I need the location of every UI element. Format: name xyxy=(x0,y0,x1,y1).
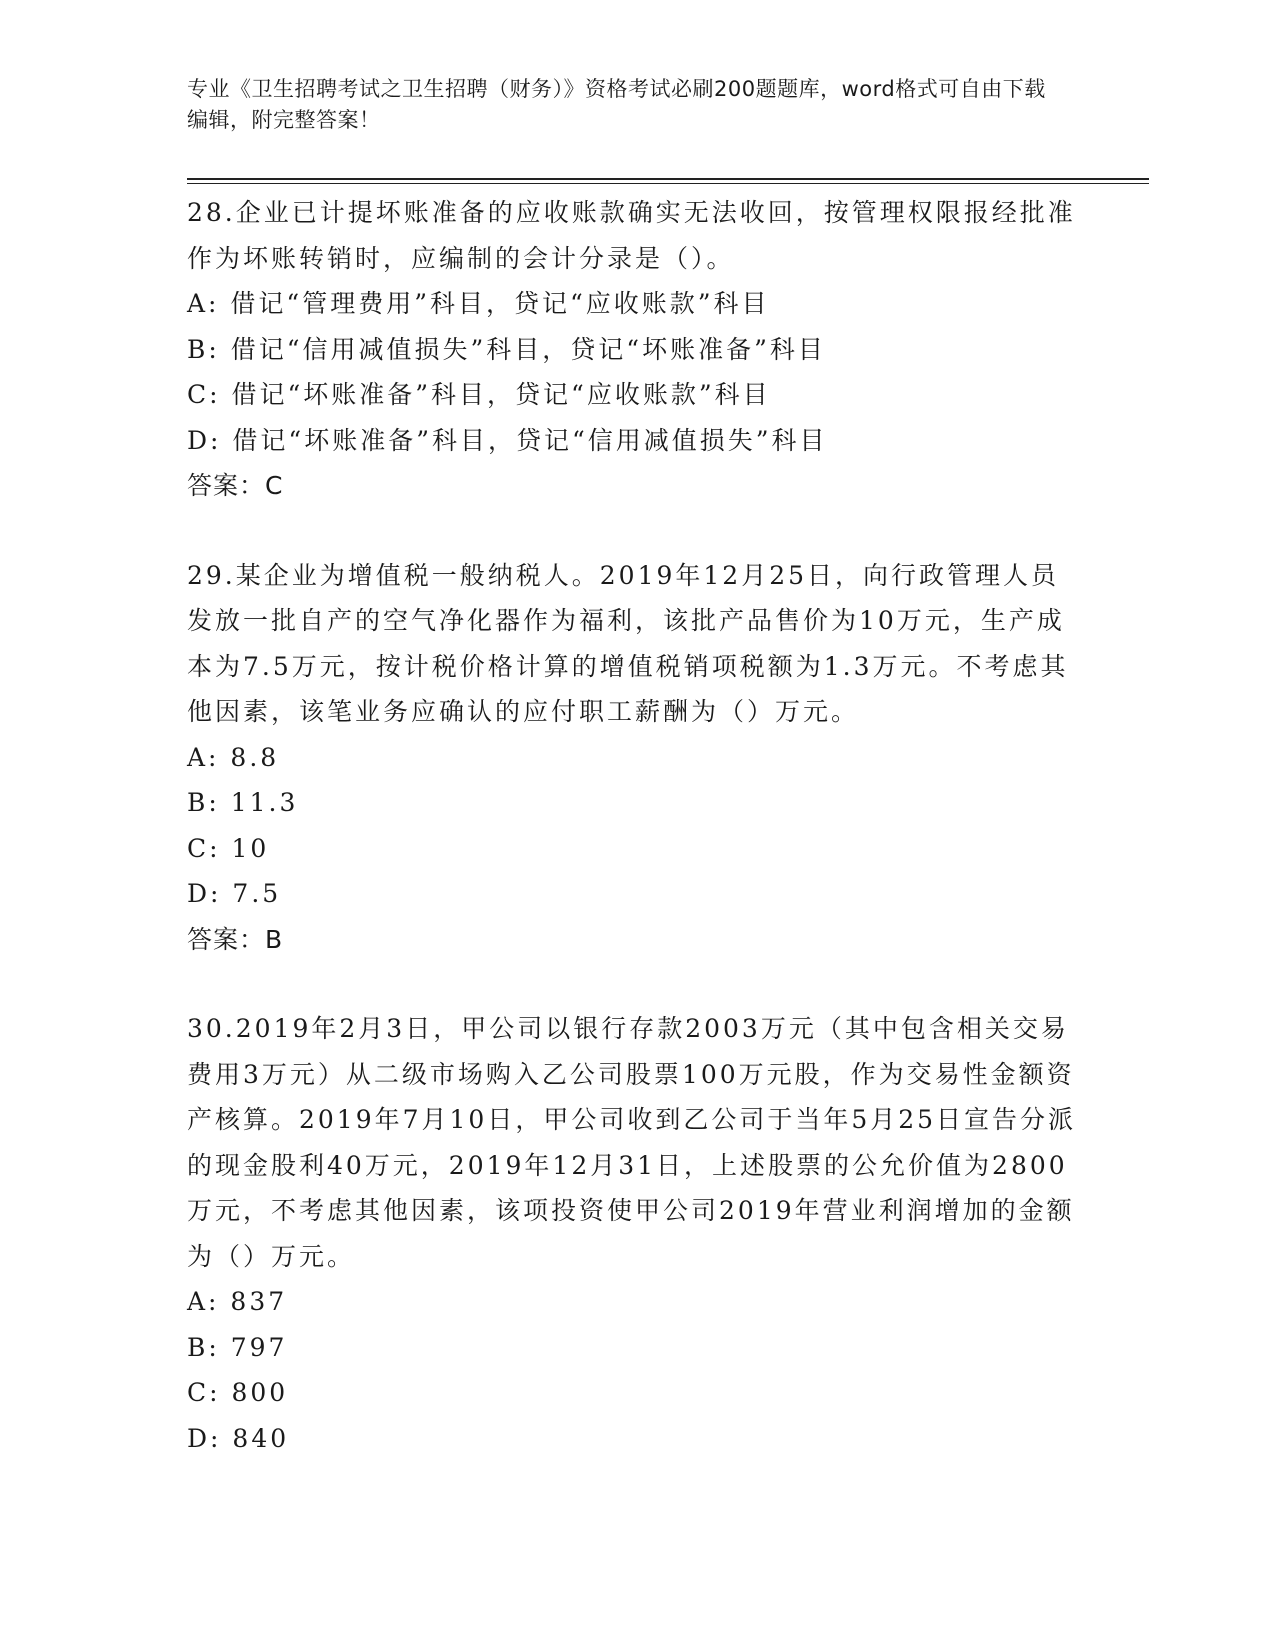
option-d: D: 7.5 xyxy=(187,879,282,908)
option-c: C: 10 xyxy=(187,833,270,863)
page-header: 专业《卫生招聘考试之卫生招聘（财务）》资格考试必刷200题题库，word格式可自由下载编辑，附完整答案！ xyxy=(187,77,1046,132)
option-a: A: 837 xyxy=(187,1287,288,1316)
spacer xyxy=(187,509,1077,553)
answer-label: 答案：C xyxy=(187,471,284,500)
option-a: A: 借记“管理费用”科目，贷记“应收账款”科目 xyxy=(187,289,770,318)
question-29 xyxy=(187,553,1077,963)
option-d: D: 借记“坏账准备”科目，贷记“信用减值损失”科目 xyxy=(187,425,828,455)
option-b: B: 借记“信用减值损失”科目，贷记“坏账准备”科目 xyxy=(187,334,826,364)
question-stem: 28.企业已计提坏账准备的应收账款确实无法收回，按管理权限报经批准作为坏账转销时，应编制的会计分录是（）。 xyxy=(187,198,1076,273)
header-rule-thick xyxy=(187,178,1149,180)
option-c: C: 借记“坏账准备”科目，贷记“应收账款”科目 xyxy=(187,380,771,409)
option-b: B: 11.3 xyxy=(187,788,299,817)
question-28 xyxy=(187,190,1077,509)
option-a: A: 8.8 xyxy=(187,742,280,772)
question-30 xyxy=(187,1006,1077,1461)
question-stem: 30.2019年2月3日，甲公司以银行存款2003万元（其中包含相关交易费用3万元）从二级市场购入乙公司股票100万元股，作为交易性金额资产核算。2019年7月10日，甲公司收到乙公司于当年5月25日宣告分派的现金股利40万元，2019年12月31日，上述股票的公允价值为2800万元，不考虑其他因素，该项投资使甲公司2019年营业利润增加的金额为（）万元。 xyxy=(187,1014,1077,1271)
option-b: B: 797 xyxy=(187,1332,288,1362)
answer-label: 答案：B xyxy=(187,924,284,954)
spacer xyxy=(187,962,1077,1006)
header-rule-thin xyxy=(187,183,1149,184)
option-d: D: 840 xyxy=(187,1423,290,1453)
question-stem: 29.某企业为增值税一般纳税人。2019年12月25日，向行政管理人员发放一批自产的空气净化器作为福利，该批产品售价为10万元，生产成本为7.5万元，按计税价格计算的增值税销项税额为1.3万元。不考虑其他因素，该笔业务应确认的应付职工薪酬为（）万元。 xyxy=(187,560,1069,726)
option-c: C: 800 xyxy=(187,1378,289,1407)
question-list xyxy=(187,190,1077,1461)
